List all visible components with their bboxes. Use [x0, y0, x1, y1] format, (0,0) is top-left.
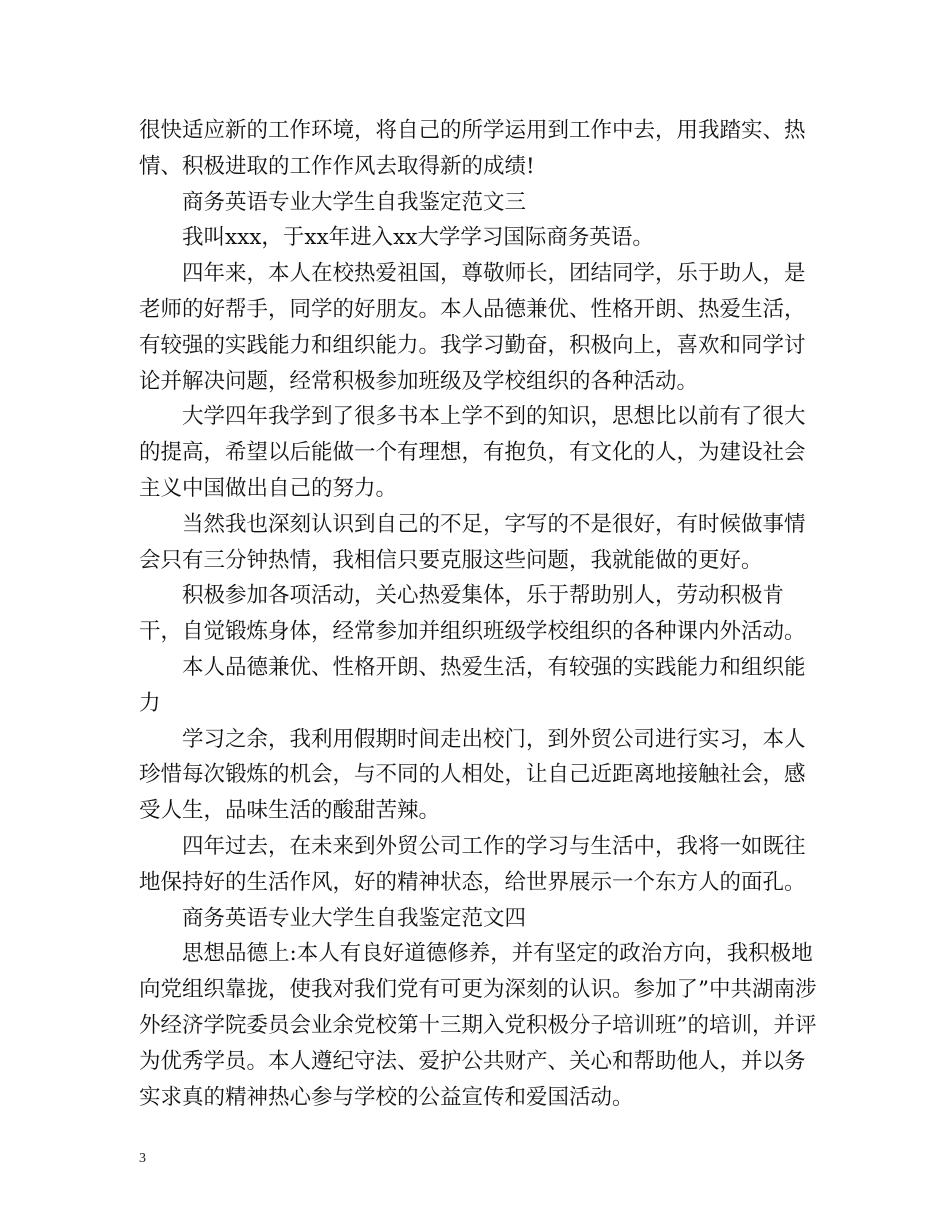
document-body	[139, 113, 819, 1115]
paragraph: 积极参加各项活动，关心热爱集体，乐于帮助别人，劳动积极肯干，自觉锻炼身体，经常参加并组织班级学校组织的各种课内外活动。	[139, 583, 806, 645]
paragraph: 思想品德上:本人有良好道德修养，并有坚定的政治方向，我积极地向党组织靠拢，使我对我们党有可更为深刻的认识。参加了”中共湖南涉外经济学院委员会业余党校第十三期入党积极分子培训班”的培训，并评为优秀学员。本人遵纪守法、爱护公共财产、关心和帮助他人，并以务实求真的精神热心参与学校的公益宣传和爱国活动。	[139, 941, 817, 1110]
paragraph: 四年来，本人在校热爱祖国，尊敬师长，团结同学，乐于助人，是老师的好帮手，同学的好朋友。本人品德兼优、性格开朗、热爱生活，有较强的实践能力和组织能力。我学习勤奋，积极向上，喜欢和同学讨论并解决问题，经常积极参加班级及学校组织的各种活动。	[139, 261, 806, 394]
paragraph: 我叫xxx，于xx年进入xx大学学习国际商务英语。	[182, 225, 654, 251]
paragraph: 大学四年我学到了很多书本上学不到的知识，思想比以前有了很大的提高，希望以后能做一个有理想，有抱负，有文化的人，为建设社会主义中国做出自己的努力。	[139, 404, 806, 501]
section-heading: 商务英语专业大学生自我鉴定范文四	[182, 905, 527, 931]
page-number: 3	[139, 1151, 146, 1166]
paragraph: 学习之余，我利用假期时间走出校门，到外贸公司进行实习，本人珍惜每次锻炼的机会，与不同的人相处，让自己近距离地接触社会，感受人生，品味生活的酸甜苦辣。	[139, 726, 806, 824]
section-heading: 商务英语专业大学生自我鉴定范文三	[182, 189, 527, 215]
paragraph: 四年过去，在未来到外贸公司工作的学习与生活中，我将一如既往地保持好的生活作风，好的精神状态，给世界展示一个东方人的面孔。	[139, 833, 806, 895]
paragraph: 本人品德兼优、性格开朗、热爱生活，有较强的实践能力和组织能力	[139, 654, 806, 716]
paragraph: 当然我也深刻认识到自己的不足，字写的不是很好，有时候做事情会只有三分钟热情，我相信只要克服这些问题，我就能做的更好。	[139, 511, 806, 573]
paragraph: 很快适应新的工作环境，将自己的所学运用到工作中去，用我踏实、热情、积极进取的工作作风去取得新的成绩!	[139, 118, 806, 179]
